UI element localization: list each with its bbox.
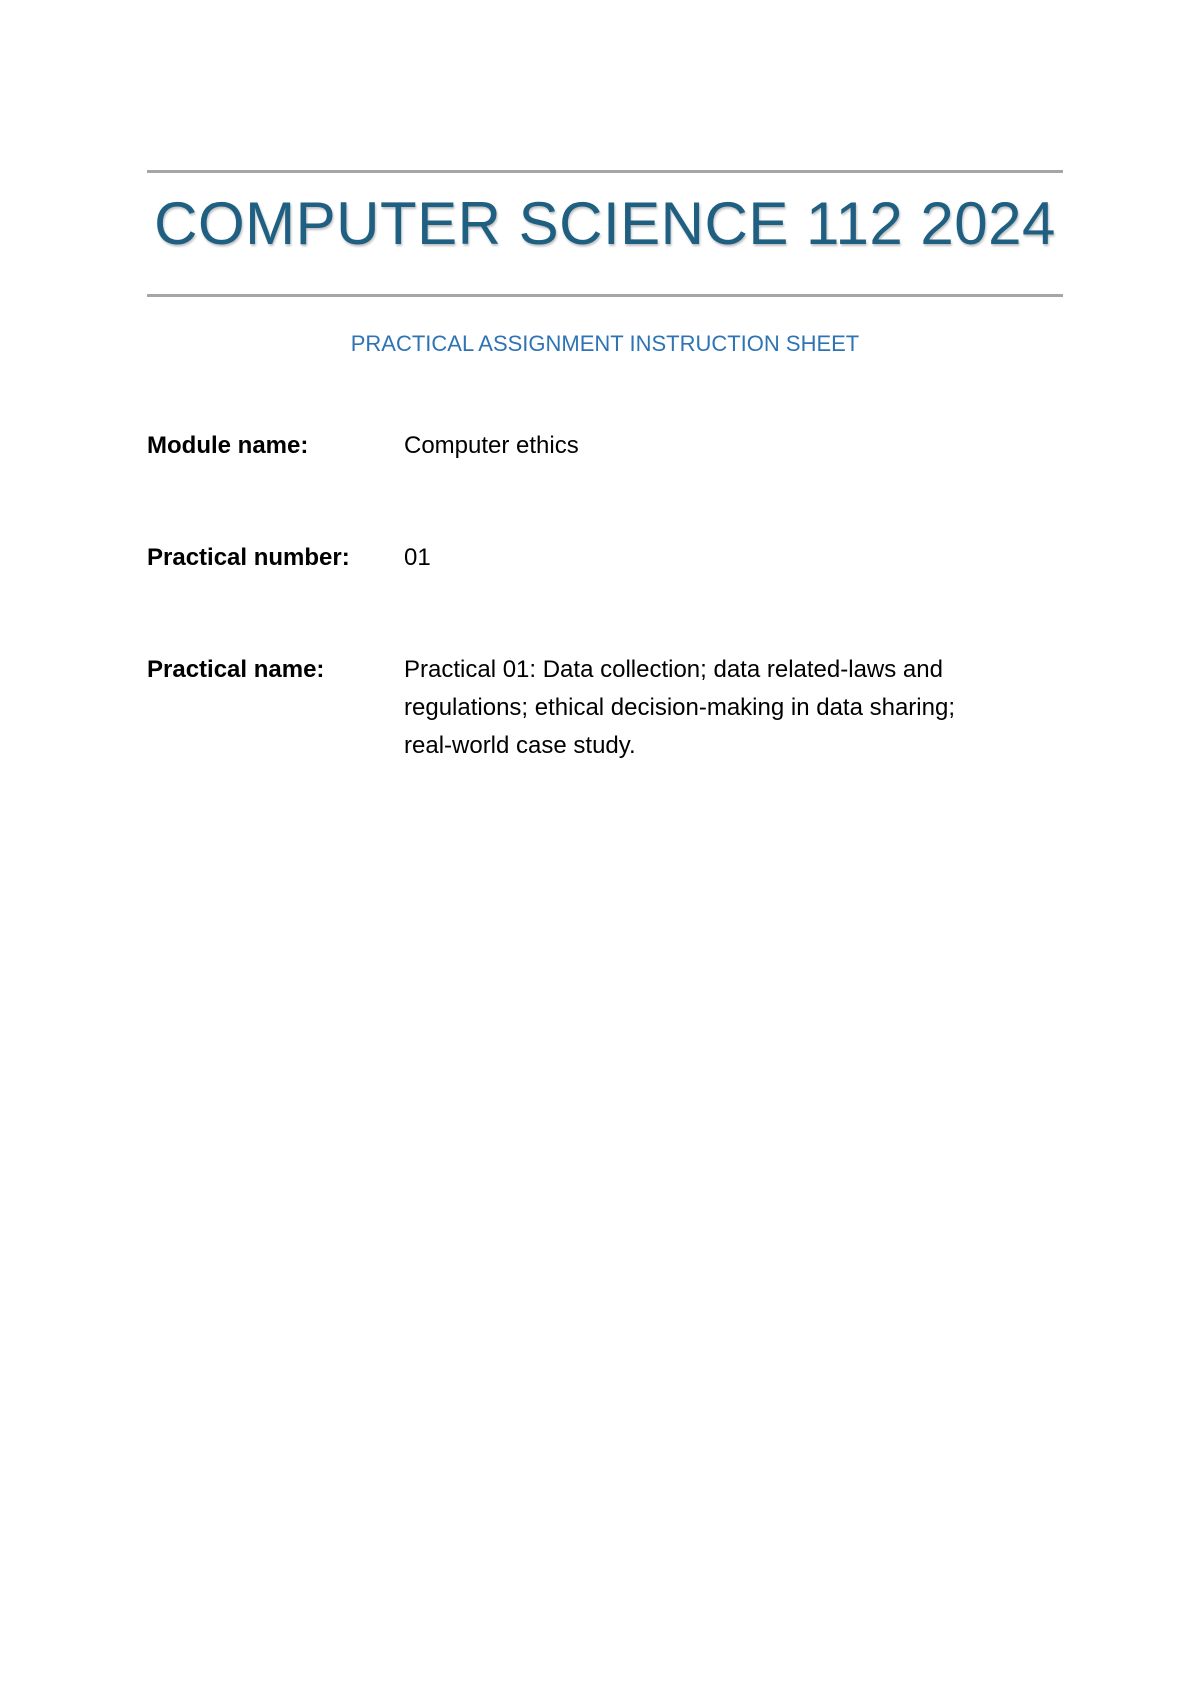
practical-name-line: regulations; ethical decision-making in data sharing; xyxy=(404,694,955,721)
practical-name-value xyxy=(404,651,1064,765)
practical-name-label: Practical name: xyxy=(147,656,325,683)
document-subtitle: PRACTICAL ASSIGNMENT INSTRUCTION SHEET xyxy=(350,331,860,356)
title-bottom-rule xyxy=(147,294,1063,297)
practical-number-value: 01 xyxy=(404,544,431,571)
document-title: COMPUTER SCIENCE 112 2024 xyxy=(154,190,1056,257)
module-name-value: Computer ethics xyxy=(404,432,579,459)
title-top-rule xyxy=(147,170,1063,173)
module-name-label: Module name: xyxy=(147,432,309,459)
practical-name-line: Practical 01: Data collection; data related-laws and xyxy=(404,656,943,683)
practical-number-label: Practical number: xyxy=(147,544,350,571)
practical-name-line: real-world case study. xyxy=(404,732,636,759)
